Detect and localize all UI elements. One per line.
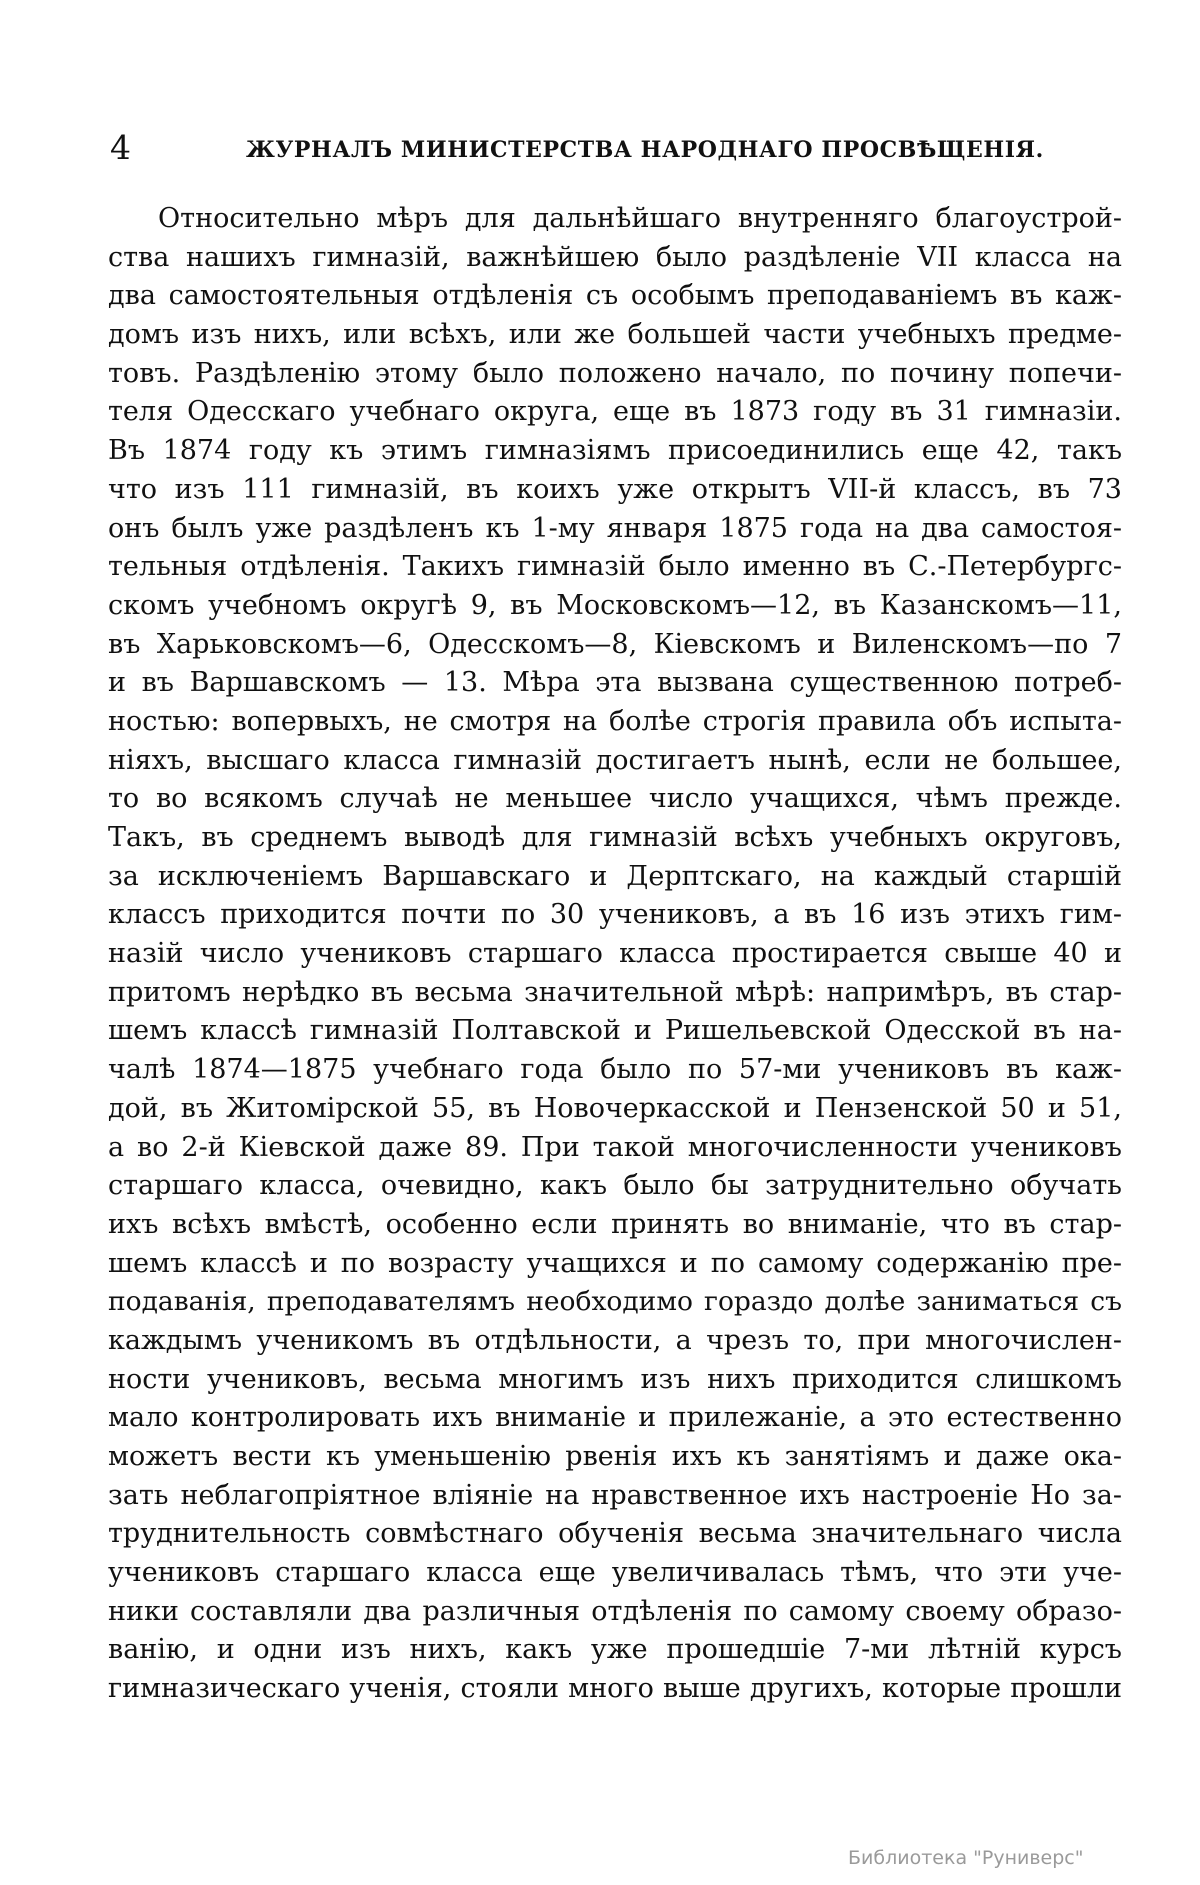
text-line: ихъ всѣхъ вмѣстѣ, особенно если принять во вниманіе, что въ стар-: [108, 1208, 1122, 1240]
text-line: учениковъ старшаго класса еще увеличивалась тѣмъ, что эти уче-: [108, 1557, 1122, 1589]
text-line: товъ. Раздѣленію этому было положено начало, по почину попечи-: [108, 357, 1122, 389]
text-line: можетъ вести къ уменьшенію рвенія ихъ къ занятіямъ и даже ока-: [108, 1441, 1122, 1472]
text-line: въ Харьковскомъ—6, Одесскомъ—8, Кіевскомъ и Виленскомъ—по 7: [108, 628, 1122, 660]
text-line: ванію, и одни изъ нихъ, какъ уже прошедшіе 7-ми лѣтній курсъ: [108, 1634, 1122, 1666]
text-line: притомъ нерѣдко въ весьма значительной мѣрѣ: напримѣръ, въ стар-: [108, 976, 1122, 1008]
text-line: а во 2-й Кіевской даже 89. При такой многочисленности учениковъ: [108, 1131, 1122, 1163]
running-title: ЖУРНАЛЪ МИНИСТЕРСТВА НАРОДНАГО ПРОСВѢЩЕНІЯ.: [246, 137, 1044, 163]
text-line: ностью: вопервыхъ, не смотря на болѣе строгія правила объ испыта-: [108, 705, 1122, 737]
text-line: онъ былъ уже раздѣленъ къ 1-му января 1875 года на два самостоя-: [108, 512, 1122, 544]
text-line: подаванія, преподавателямъ необходимо гораздо долѣе заниматься съ: [108, 1286, 1122, 1318]
text-line: два самостоятельныя отдѣленія съ особымъ преподаваніемъ въ каж-: [108, 280, 1122, 312]
text-line: Относительно мѣръ для дальнѣйшаго внутренняго благоустрой-: [158, 203, 1122, 234]
text-line: мало контролировать ихъ вниманіе и прилежаніе, а это естественно: [108, 1402, 1122, 1434]
text-line: чалѣ 1874—1875 учебнаго года было по 57-ми учениковъ въ каж-: [108, 1054, 1122, 1086]
text-line: дой, въ Житомірской 55, въ Новочеркасской и Пензенской 50 и 51,: [108, 1092, 1122, 1124]
text-line: назій число учениковъ старшаго класса простирается свыше 40 и: [108, 938, 1122, 970]
body-text: [108, 200, 1122, 1709]
text-line: Въ 1874 году къ этимъ гимназіямъ присоединились еще 42, такъ: [108, 435, 1122, 467]
text-line: ства нашихъ гимназій, важнѣйшею было раздѣленіе VII класса на: [108, 241, 1122, 273]
library-watermark: Библиотека "Руниверс": [848, 1847, 1084, 1869]
text-line: каждымъ ученикомъ въ отдѣльности, а чрезъ то, при многочислен-: [108, 1324, 1122, 1356]
text-line: ніяхъ, высшаго класса гимназій достигаетъ нынѣ, если не большее,: [108, 744, 1122, 776]
text-line: ности учениковъ, весьма многимъ изъ нихъ приходится слишкомъ: [108, 1363, 1122, 1395]
text-line: зать неблагопріятное вліяніе на нравственное ихъ настроеніе Но за-: [108, 1479, 1122, 1511]
text-line: что изъ 111 гимназій, въ коихъ уже открытъ VII-й классъ, въ 73: [108, 473, 1122, 505]
text-line: скомъ учебномъ округѣ 9, въ Московскомъ—12, въ Казанскомъ—11,: [108, 589, 1122, 621]
text-line: старшаго класса, очевидно, какъ было бы затруднительно обучать: [108, 1170, 1122, 1202]
text-line: шемъ классѣ гимназій Полтавской и Ришельевской Одесской въ на-: [108, 1015, 1122, 1047]
text-line: теля Одесскаго учебнаго округа, еще въ 1873 году въ 31 гимназіи.: [108, 396, 1122, 428]
text-line: классъ приходится почти по 30 учениковъ, а въ 16 изъ этихъ гим-: [108, 899, 1122, 931]
page-number: 4: [110, 128, 131, 167]
text-line: ники составляли два различныя отдѣленія по самому своему образо-: [108, 1595, 1122, 1627]
text-line: труднительность совмѣстнаго обученія весьма значительнаго числа: [108, 1518, 1122, 1550]
text-line: гимназическаго ученія, стояли много выше другихъ, которые прошли: [108, 1673, 1122, 1705]
text-line: Такъ, въ среднемъ выводѣ для гимназій всѣхъ учебныхъ округовъ,: [108, 822, 1122, 853]
text-line: тельныя отдѣленія. Такихъ гимназій было именно въ С.-Петербургс-: [108, 551, 1122, 583]
text-line: то во всякомъ случаѣ не меньшее число учащихся, чѣмъ прежде.: [108, 783, 1122, 815]
text-line: домъ изъ нихъ, или всѣхъ, или же большей части учебныхъ предме-: [108, 319, 1122, 351]
page-header: [110, 128, 1120, 168]
text-line: шемъ классѣ и по возрасту учащихся и по самому содержанію пре-: [108, 1247, 1122, 1279]
text-line: за исключеніемъ Варшавскаго и Дерптскаго, на каждый старшій: [108, 860, 1122, 892]
text-line: и въ Варшавскомъ — 13. Мѣра эта вызвана существенною потреб-: [108, 667, 1122, 699]
